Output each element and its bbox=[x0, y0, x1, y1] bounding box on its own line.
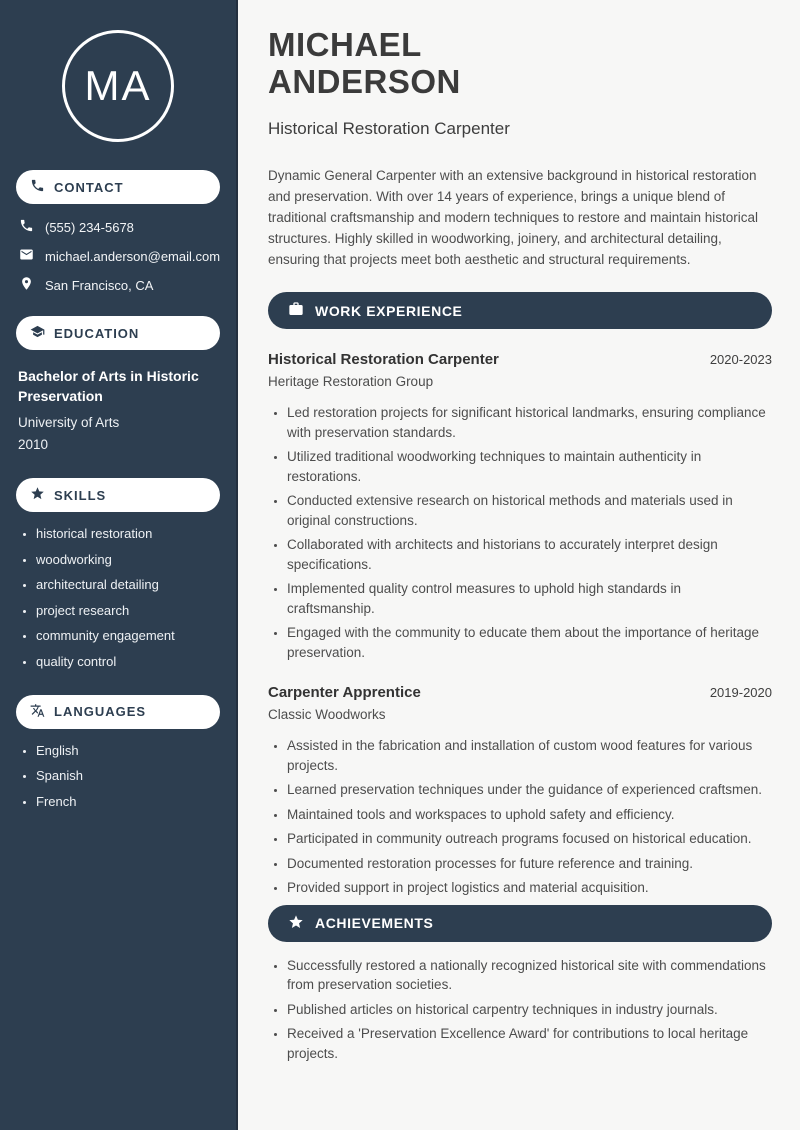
job-bullet: • Utilized traditional woodworking techniques to maintain authenticity in restorations. bbox=[287, 447, 772, 486]
skills-section-label: SKILLS bbox=[54, 487, 107, 503]
briefcase-icon bbox=[288, 301, 304, 320]
job-bullet-list bbox=[268, 403, 772, 662]
phone-icon bbox=[30, 178, 45, 196]
skill-item: • project research bbox=[36, 604, 220, 618]
education-year: 2010 bbox=[18, 437, 49, 452]
name-line-1: MICHAEL bbox=[268, 26, 422, 63]
achievement-bullet: • Received a 'Preservation Excellence Award' for contributions to local heritage projects. bbox=[287, 1024, 772, 1063]
email-icon bbox=[19, 247, 34, 265]
work-experience-section-header bbox=[268, 292, 772, 329]
skill-item: • historical restoration bbox=[36, 527, 220, 541]
translate-icon bbox=[30, 703, 45, 721]
languages-section-header bbox=[16, 695, 220, 729]
job-header bbox=[268, 351, 772, 368]
job-bullet: • Assisted in the fabrication and installation of custom wood features for various projects. bbox=[287, 736, 772, 775]
job-bullet: • Implemented quality control measures to uphold high standards in craftsmanship. bbox=[287, 579, 772, 618]
page-title bbox=[268, 26, 772, 100]
contact-email-row bbox=[16, 247, 220, 265]
contact-list bbox=[16, 218, 220, 294]
contact-section-label: CONTACT bbox=[54, 179, 124, 195]
contact-phone-value: (555) 234-5678 bbox=[45, 219, 134, 235]
job-bullet: • Participated in community outreach programs focused on historical education. bbox=[287, 829, 772, 849]
language-item: • English bbox=[36, 744, 220, 758]
phone-icon bbox=[19, 218, 34, 236]
language-item: • French bbox=[36, 795, 220, 809]
job-dates: 2020-2023 bbox=[709, 352, 772, 367]
name-line-2: ANDERSON bbox=[268, 63, 461, 100]
skill-item: • community engagement bbox=[36, 629, 220, 643]
contact-location-value: San Francisco, CA bbox=[45, 277, 154, 293]
languages-list bbox=[16, 744, 220, 809]
job-title: Carpenter Apprentice bbox=[268, 684, 421, 701]
education-school: University of Arts bbox=[18, 415, 120, 430]
job-bullet: • Conducted extensive research on historical methods and materials used in original constructions. bbox=[287, 491, 772, 530]
job-entry bbox=[268, 351, 772, 662]
resume-body bbox=[238, 0, 800, 1130]
skills-section-header bbox=[16, 478, 220, 512]
languages-section-label: LANGUAGES bbox=[54, 704, 147, 719]
skill-item: • architectural detailing bbox=[36, 578, 220, 592]
contact-phone-row bbox=[16, 218, 220, 236]
education-section-header bbox=[16, 316, 220, 350]
star-icon bbox=[30, 486, 45, 504]
job-bullet: • Collaborated with architects and historians to accurately interpret design specifications. bbox=[287, 535, 772, 574]
summary-paragraph: Dynamic General Carpenter with an extensive background in historical restoration and preservation. With over 14 years of experience, brings a unique blend of traditional craftsmanship and modern techniques to restore and maintain historical structures. Highly skilled in woodworking, joinery, and architectural detailing, ensuring that projects meet both aesthetic and structural requirements. bbox=[268, 168, 759, 267]
location-pin-icon bbox=[19, 276, 34, 294]
education-section-label: EDUCATION bbox=[54, 325, 140, 341]
skill-item: • woodworking bbox=[36, 553, 220, 567]
skill-item: • quality control bbox=[36, 655, 220, 669]
job-bullet: • Led restoration projects for significant historical landmarks, ensuring compliance with preservation standards. bbox=[287, 403, 772, 442]
graduation-cap-icon bbox=[30, 324, 45, 342]
job-title-subtitle: Historical Restoration Carpenter bbox=[268, 119, 510, 138]
job-header bbox=[268, 684, 772, 701]
contact-section-header bbox=[16, 170, 220, 204]
job-company: Classic Woodworks bbox=[268, 707, 386, 722]
avatar bbox=[62, 30, 174, 142]
job-bullet: • Provided support in project logistics and material acquisition. bbox=[287, 878, 772, 898]
achievement-bullet: • Successfully restored a nationally recognized historical site with commendations from preservation societies. bbox=[287, 956, 772, 995]
achievements-section-label: ACHIEVEMENTS bbox=[315, 915, 434, 931]
star-icon bbox=[288, 914, 304, 933]
job-entry bbox=[268, 684, 772, 898]
job-bullet: • Learned preservation techniques under the guidance of experienced craftsmen. bbox=[287, 780, 772, 800]
contact-email-value: michael.anderson@email.com bbox=[45, 248, 221, 264]
job-bullet: • Maintained tools and workspaces to uphold safety and efficiency. bbox=[287, 805, 772, 825]
job-title: Historical Restoration Carpenter bbox=[268, 351, 499, 368]
skills-list bbox=[16, 527, 220, 669]
job-bullet: • Documented restoration processes for future reference and training. bbox=[287, 854, 772, 874]
contact-location-row bbox=[16, 276, 220, 294]
job-company: Heritage Restoration Group bbox=[268, 374, 434, 389]
job-bullet: • Engaged with the community to educate them about the importance of heritage preservation. bbox=[287, 623, 772, 662]
achievement-bullet: • Published articles on historical carpentry techniques in industry journals. bbox=[287, 1000, 772, 1020]
job-bullet-list bbox=[268, 736, 772, 898]
education-degree: Bachelor of Arts in Historic Preservation bbox=[18, 368, 199, 404]
job-dates: 2019-2020 bbox=[709, 685, 772, 700]
achievements-bullet-list bbox=[268, 956, 772, 1064]
avatar-initials: MA bbox=[84, 62, 152, 109]
achievements-section-header bbox=[268, 905, 772, 942]
language-item: • Spanish bbox=[36, 769, 220, 783]
work-experience-section-label: WORK EXPERIENCE bbox=[315, 302, 463, 319]
sidebar bbox=[0, 0, 238, 1130]
